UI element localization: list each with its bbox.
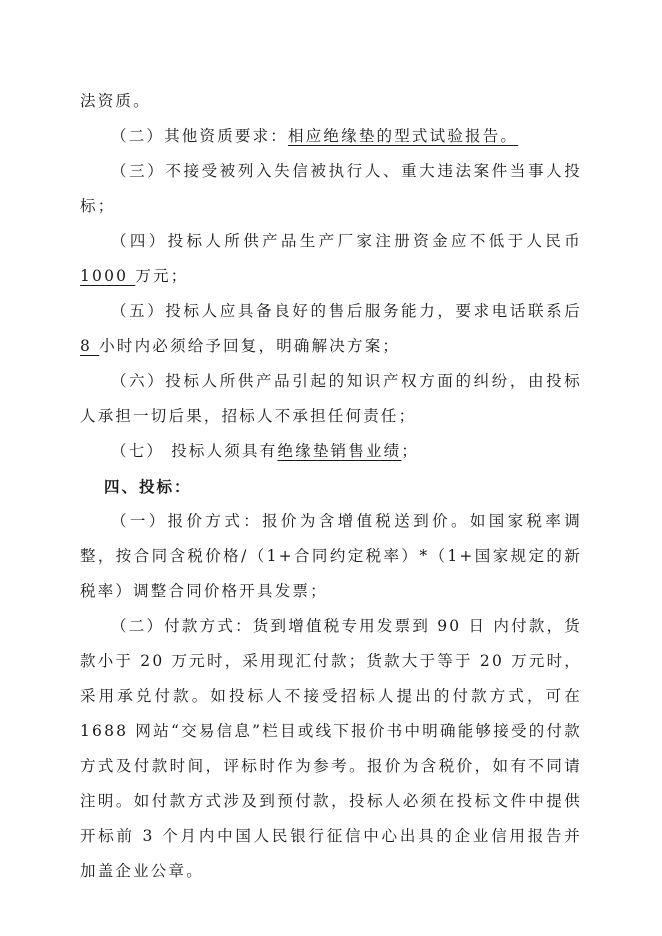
paragraph-text: （五）投标人应具备良好的售后服务能力，要求电话联系后 [111, 302, 582, 320]
paragraph-text: （六）投标人所供产品引起的知识产权方面的纠纷，由投标人承担一切后果，招标人不承担任何责任； [80, 372, 582, 425]
underlined-fill-in: 相应绝缘垫的型式试验报告。 [288, 127, 519, 145]
paragraph-exclusion [80, 154, 582, 224]
paragraph-ip-disputes [80, 364, 582, 434]
paragraph-text: 小时内必须给予回复，明确解决方案； [99, 337, 401, 355]
paragraph-text: （二）其他资质要求： [111, 127, 289, 145]
paragraph-text: （七） 投标人须具有 [111, 442, 278, 460]
paragraph-text: 万元； [135, 267, 189, 285]
paragraph-after-sales [80, 294, 582, 364]
paragraph-quotation-method [80, 504, 582, 609]
paragraph-text: （一）报价方式：报价为含增值税送到价。如国家税率调整，按合同含税价格/（1+合同约定税率）*（1+国家规定的新税率）调整合同价格开具发票； [80, 512, 582, 600]
paragraph-continuation [80, 84, 582, 119]
section-heading: 四、投标： [104, 477, 192, 496]
paragraph-text: （四）投标人所供产品生产厂家注册资金应不低于人民币 [111, 232, 582, 250]
underlined-fill-in: 8 [80, 337, 100, 355]
paragraph-sales-record [80, 434, 582, 469]
document-page [80, 84, 582, 889]
paragraph-registered-capital [80, 224, 582, 294]
paragraph-text: （三）不接受被列入失信被执行人、重大违法案件当事人投标； [80, 162, 582, 215]
paragraph-text: ； [401, 442, 420, 460]
paragraph-other-qualifications [80, 119, 582, 154]
paragraph-text: （二）付款方式：货到增值税专用发票到 90 日 内付款，货款小于 20 万元时，采用现汇付款；货款大于等于 20 万元时，采用承兑付款。如投标人不接受招标人提出的付款方式，可在 1688 网站“交易信息”栏目或线下报价书中明确能够接受的付款方式及付款时间，评标时作为参考。报价为含税价，如有不同请注明。如付款方式涉及到预付款，投标人必须在投标文件中提供开标前 3 个月内中国人民银行征信中心出具的企业信用报告并加盖企业公章。 [80, 617, 582, 880]
paragraph-text: 法资质。 [80, 92, 151, 110]
paragraph-payment-method [80, 609, 582, 889]
underlined-fill-in: 绝缘垫销售业绩 [277, 442, 402, 460]
underlined-fill-in: 1000 [80, 267, 136, 285]
